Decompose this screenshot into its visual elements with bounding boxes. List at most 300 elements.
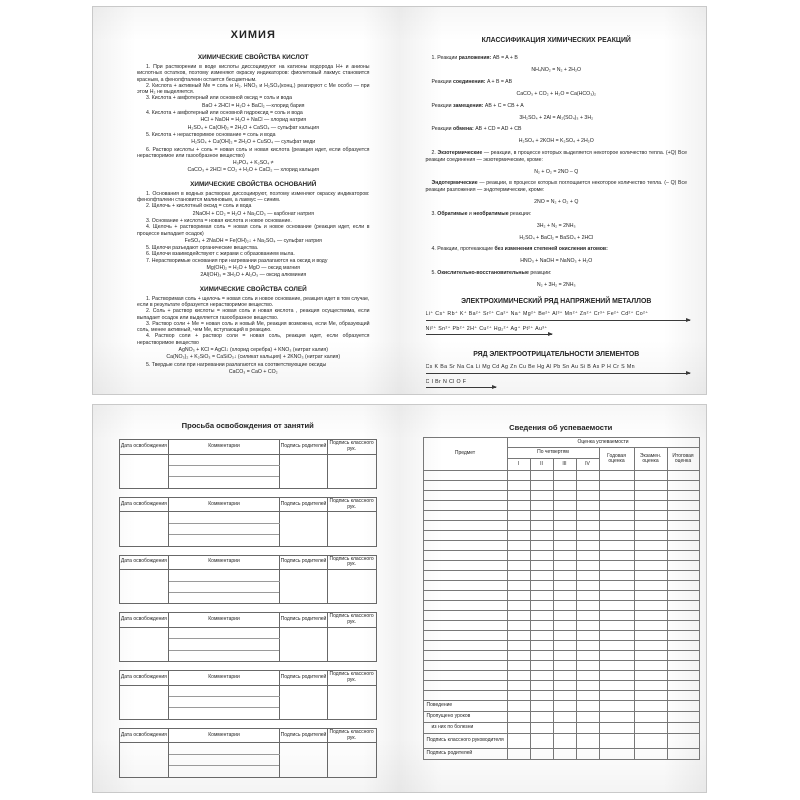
- footer-label: Подпись классного руководителя: [423, 734, 507, 749]
- paragraph: 7. Нерастворимые основания при нагревании разлагаются на оксид и воду: [146, 257, 328, 264]
- comment-cell: [168, 454, 280, 465]
- formula-line: BaO + 2HCl = H₂O + BaCl₂ —хлорид бария: [202, 102, 305, 109]
- grade-cell: [530, 511, 553, 521]
- paragraph: Реакции соединения: A + B = AB: [431, 78, 513, 85]
- exemption-header-row: [120, 728, 377, 743]
- grade-cell: [576, 671, 599, 681]
- grade-cell: [667, 501, 699, 511]
- formula-line: 2NaOH + CO₂ = H₂O + Na₂CO₃ — карбонат натрия: [192, 210, 314, 217]
- subject-cell: [423, 631, 507, 641]
- grade-cell: [599, 551, 634, 561]
- formula-line: H₂SO₄ + 2KOH = K₂SO₄ + 2H₂O: [518, 138, 594, 145]
- exemption-body-row: [120, 627, 377, 638]
- subject-cell: [423, 491, 507, 501]
- grade-cell: [576, 631, 599, 641]
- subject-row: [423, 511, 699, 521]
- grade-cell: [553, 521, 576, 531]
- formula-line: Ca(NO₃)₂ + K₂SiO₃ = CaSiO₃↓ (силикат кальция) + 2KNO₃ (нитрат калия): [166, 354, 341, 361]
- grade-cell: [576, 591, 599, 601]
- comment-cell: [168, 627, 280, 638]
- subject-row: [423, 661, 699, 671]
- grade-cell: [576, 571, 599, 581]
- comment-cell: [168, 754, 280, 765]
- grade-cell: [599, 712, 634, 723]
- formula-line: H₂SO₄ + Cu(OH)₂ = 2H₂O + CuSO₄ — сульфат меди: [191, 139, 316, 146]
- grade-cell: [634, 611, 667, 621]
- column-header-0: Дата освобождения: [120, 613, 169, 628]
- page-classification: [400, 7, 707, 394]
- footer-label: Подпись родителей: [423, 749, 507, 760]
- grade-cell: [507, 621, 530, 631]
- exemption-header-row: [120, 555, 377, 570]
- footer-label: Пропущено уроков: [423, 712, 507, 723]
- performance-table: [423, 437, 700, 760]
- teacher-signature-cell: [327, 454, 376, 488]
- classification-items: [426, 55, 688, 288]
- subject-cell: [423, 621, 507, 631]
- column-header-2: Подпись родителей: [280, 497, 327, 512]
- grade-cell: [599, 651, 634, 661]
- column-header-3: Подпись классного рук.: [327, 728, 376, 743]
- grade-cell: [634, 501, 667, 511]
- grade-cell: [667, 511, 699, 521]
- metals-series-heading: ЭЛЕКТРОХИМИЧЕСКИЙ РЯД НАПРЯЖЕНИЙ МЕТАЛЛОВ: [461, 298, 652, 306]
- paragraph: 2. Щелочь + кислотный оксид = соль и вода: [146, 203, 252, 210]
- grade-cell: [553, 501, 576, 511]
- grade-cell: [576, 561, 599, 571]
- grade-cell: [507, 541, 530, 551]
- quarter-header-II: II: [530, 459, 553, 471]
- grade-cell: [530, 481, 553, 491]
- grade-cell: [667, 491, 699, 501]
- grade-cell: [530, 701, 553, 712]
- exemption-body-row: [120, 454, 377, 465]
- grade-cell: [507, 691, 530, 701]
- grade-cell: [576, 712, 599, 723]
- grade-cell: [599, 561, 634, 571]
- subject-row: [423, 681, 699, 691]
- column-header-2: Подпись родителей: [280, 728, 327, 743]
- subject-row: [423, 691, 699, 701]
- grade-cell: [634, 691, 667, 701]
- paragraph: 2. Экзотермические — реакции, в процессе которых выделяется некоторое количество тепла. (+Q) Все реакции соединения — экзотермические, кроме:: [425, 150, 687, 163]
- grade-cell: [507, 671, 530, 681]
- grade-cell: [553, 601, 576, 611]
- grade-cell: [634, 511, 667, 521]
- formula-line: Mg(OH)₂ = H₂O + MgO — оксид магния: [206, 265, 300, 272]
- column-header-1: Комментарии: [168, 555, 280, 570]
- formula-line: HNO₃ + NaOH = NaNO₃ + H₂O: [520, 258, 593, 265]
- footer-row: [423, 723, 699, 734]
- right-arrow-icon: [426, 334, 552, 335]
- grade-cell: [553, 723, 576, 734]
- subject-cell: [423, 551, 507, 561]
- grade-cell: [507, 681, 530, 691]
- column-header-0: Дата освобождения: [120, 728, 169, 743]
- grade-cell: [634, 481, 667, 491]
- subject-cell: [423, 581, 507, 591]
- formula-line: 2NO = N₂ + O₂ + Q: [534, 198, 579, 205]
- grade-cell: [576, 491, 599, 501]
- grade-cell: [634, 551, 667, 561]
- grade-cell: [530, 691, 553, 701]
- exemption-body-row: [120, 512, 377, 523]
- grade-cell: [553, 511, 576, 521]
- quarter-header-I: I: [507, 459, 530, 471]
- grade-cell: [667, 621, 699, 631]
- paragraph: 2. Соль + раствор кислоты = новая соль и новая кислота , реакция осуществима, если выпадает осадок или выделяется газообразное вещество.: [137, 308, 370, 321]
- parents-signature-cell: [280, 743, 327, 777]
- grade-cell: [530, 541, 553, 551]
- comment-cell: [168, 581, 280, 592]
- grade-cell: [553, 631, 576, 641]
- grade-cell: [667, 691, 699, 701]
- exemption-header-row: [120, 440, 377, 455]
- grade-cell: [667, 661, 699, 671]
- grade-cell: [634, 681, 667, 691]
- grade-cell: [553, 481, 576, 491]
- grade-cell: [530, 531, 553, 541]
- formula-line: FeSO₄ + 2NaOH = Fe(OH)₂↓ + Na₂SO₄ — сульфат натрия: [184, 237, 322, 244]
- grade-cell: [576, 471, 599, 481]
- grade-cell: [576, 551, 599, 561]
- grade-cell: [576, 501, 599, 511]
- grade-cell: [553, 734, 576, 749]
- date-cell: [120, 454, 169, 488]
- grade-cell: [576, 641, 599, 651]
- exemption-table: [119, 612, 377, 662]
- grade-cell: [667, 601, 699, 611]
- grade-cell: [507, 734, 530, 749]
- grade-cell: [507, 723, 530, 734]
- paragraph: 1. При растворении в воде кислоты диссоциируют на катионы водорода H+ и анионы кислотных остатков, поэтому изменяют окраску индикаторов: фиолетовый лакмус становится красным, а фенолфталеин остается бесцветным.: [137, 64, 370, 83]
- grade-cell: [507, 712, 530, 723]
- subject-row: [423, 501, 699, 511]
- subject-cell: [423, 671, 507, 681]
- grade-cell: [553, 749, 576, 760]
- parents-signature-cell: [280, 512, 327, 546]
- subject-row: [423, 581, 699, 591]
- grade-cell: [553, 471, 576, 481]
- grade-cell: [507, 551, 530, 561]
- column-header-3: Подпись классного рук.: [327, 613, 376, 628]
- grade-cell: [576, 651, 599, 661]
- comment-cell: [168, 743, 280, 754]
- column-header-1: Комментарии: [168, 613, 280, 628]
- subject-cell: [423, 611, 507, 621]
- subject-cell: [423, 471, 507, 481]
- subject-cell: [423, 691, 507, 701]
- grade-cell: [530, 471, 553, 481]
- subject-row: [423, 601, 699, 611]
- grade-cell: [634, 541, 667, 551]
- formula-line: H₂SO₄ + BaCl₂ = BaSO₄ + 2HCl: [519, 234, 594, 241]
- grade-cell: [530, 581, 553, 591]
- paragraph: 4. Кислота + амфотерный или основной гидроксид = соль и вода: [146, 110, 303, 117]
- grade-cell: [530, 571, 553, 581]
- formula-line: CaCO₃ = CaO + CO₂: [228, 368, 278, 375]
- grade-cell: [667, 561, 699, 571]
- subject-cell: [423, 521, 507, 531]
- col-header-grade-group: Оценка успеваемости: [507, 438, 699, 448]
- formula-line: NH₄NO₂ = N₂ + 2H₂O: [531, 67, 582, 73]
- subject-row: [423, 561, 699, 571]
- grade-cell: [667, 681, 699, 691]
- grade-cell: [634, 471, 667, 481]
- grade-cell: [599, 749, 634, 760]
- paragraph: 2. Кислота + активный Me = соль и H₂. HNO₃ и H₂SO₄(конц.) реагируют с Me особо — при этом H₂ не выделяется.: [137, 82, 370, 96]
- grade-cell: [667, 671, 699, 681]
- grade-cell: [599, 691, 634, 701]
- grade-cell: [599, 631, 634, 641]
- footer-row: [423, 701, 699, 712]
- grade-cell: [530, 601, 553, 611]
- grade-cell: [553, 611, 576, 621]
- paragraph: Реакции замещения: AB + C = CB + A: [431, 102, 524, 109]
- section-heading: ХИМИЧЕСКИЕ СВОЙСТВА КИСЛОТ: [197, 54, 309, 61]
- formula-line: N₂ + O₂ = 2NO – Q: [534, 168, 579, 175]
- chemistry-page-title: ХИМИЯ: [230, 29, 276, 41]
- grade-cell: [507, 641, 530, 651]
- paragraph: 3. Кислота + амфотерный или основной оксид = соль и вода: [146, 95, 293, 102]
- footer-row: [423, 734, 699, 749]
- grade-cell: [599, 471, 634, 481]
- notebook-spread-bottom: [92, 404, 707, 793]
- page-exemption: [93, 405, 400, 792]
- grade-cell: [667, 701, 699, 712]
- grade-cell: [553, 581, 576, 591]
- grade-cell: [507, 481, 530, 491]
- grade-cell: [553, 671, 576, 681]
- exemption-body-row: [120, 743, 377, 754]
- paragraph: 5. Окислительно-восстановительные реакции:: [431, 270, 552, 277]
- grade-cell: [634, 521, 667, 531]
- grade-cell: [599, 511, 634, 521]
- subject-cell: [423, 571, 507, 581]
- exemption-body-row: [120, 685, 377, 696]
- comment-cell: [168, 592, 280, 603]
- comment-cell: [168, 685, 280, 696]
- comment-cell: [168, 639, 280, 650]
- date-cell: [120, 685, 169, 719]
- parents-signature-cell: [280, 685, 327, 719]
- subject-row: [423, 491, 699, 501]
- subject-row: [423, 531, 699, 541]
- grade-cell: [667, 749, 699, 760]
- grade-cell: [599, 611, 634, 621]
- grade-cell: [576, 531, 599, 541]
- grade-cell: [553, 712, 576, 723]
- grade-cell: [634, 661, 667, 671]
- col-header-exam: Экзамен. оценка: [634, 448, 667, 471]
- grade-cell: [530, 749, 553, 760]
- grade-cell: [599, 601, 634, 611]
- subject-row: [423, 591, 699, 601]
- formula-line: H₃PO₄ + K₂SO₄ ≠: [232, 160, 274, 167]
- teacher-signature-cell: [327, 685, 376, 719]
- grade-cell: [507, 521, 530, 531]
- col-header-annual: Годовая оценка: [599, 448, 634, 471]
- grade-cell: [599, 541, 634, 551]
- grade-cell: [553, 491, 576, 501]
- grade-cell: [507, 471, 530, 481]
- subject-row: [423, 541, 699, 551]
- column-header-0: Дата освобождения: [120, 497, 169, 512]
- grade-cell: [507, 571, 530, 581]
- grade-cell: [667, 471, 699, 481]
- grade-cell: [599, 491, 634, 501]
- grade-cell: [634, 631, 667, 641]
- section-heading: ХИМИЧЕСКИЕ СВОЙСТВА СОЛЕЙ: [199, 285, 307, 293]
- grade-cell: [530, 641, 553, 651]
- teacher-signature-cell: [327, 743, 376, 777]
- grade-cell: [634, 712, 667, 723]
- exemption-table: [119, 728, 377, 778]
- electroneg-series-heading: РЯД ЭЛЕКТРООТРИЦАТЕЛЬНОСТИ ЭЛЕМЕНТОВ: [473, 351, 640, 359]
- exemption-table: [119, 497, 377, 547]
- subject-cell: [423, 511, 507, 521]
- grade-cell: [667, 531, 699, 541]
- electroneg-series: [426, 364, 688, 388]
- grade-cell: [667, 581, 699, 591]
- subject-row: [423, 571, 699, 581]
- grade-cell: [576, 691, 599, 701]
- grade-cell: [599, 501, 634, 511]
- column-header-2: Подпись родителей: [280, 613, 327, 628]
- grade-cell: [667, 651, 699, 661]
- subject-row: [423, 521, 699, 531]
- paragraph: 3. Обратимые и необратимые реакции:: [431, 210, 532, 217]
- date-cell: [120, 627, 169, 661]
- metals-series-row-2: Ni²⁺ Sn²⁺ Pb²⁺ 2H⁺ Cu²⁺ Hg₂²⁺ Ag⁺ Pt²⁺ Au³⁺: [425, 325, 548, 332]
- grade-cell: [507, 651, 530, 661]
- grade-cell: [553, 591, 576, 601]
- comment-cell: [168, 697, 280, 708]
- grade-cell: [576, 734, 599, 749]
- grade-cell: [507, 491, 530, 501]
- grade-cell: [599, 661, 634, 671]
- column-header-1: Комментарии: [168, 728, 280, 743]
- formula-line: N₂ + 3H₂ = 2NH₃: [536, 282, 576, 289]
- grade-cell: [634, 561, 667, 571]
- grade-cell: [667, 591, 699, 601]
- grade-cell: [576, 581, 599, 591]
- grade-cell: [599, 641, 634, 651]
- metals-series: [426, 311, 688, 335]
- notebook-spread-top: [92, 6, 707, 395]
- paragraph: 5. Твердые соли при нагревании разлагаются на соответствующие оксиды: [146, 361, 327, 368]
- grade-cell: [530, 631, 553, 641]
- right-arrow-icon: [426, 387, 496, 388]
- grade-cell: [576, 621, 599, 631]
- grade-cell: [634, 671, 667, 681]
- quarter-header-IV: IV: [576, 459, 599, 471]
- subject-cell: [423, 561, 507, 571]
- grade-cell: [576, 541, 599, 551]
- date-cell: [120, 570, 169, 604]
- grade-cell: [634, 621, 667, 631]
- grade-cell: [599, 681, 634, 691]
- subject-cell: [423, 681, 507, 691]
- grade-cell: [553, 701, 576, 712]
- comment-cell: [168, 766, 280, 777]
- grade-cell: [667, 734, 699, 749]
- comment-cell: [168, 523, 280, 534]
- grade-cell: [599, 581, 634, 591]
- comment-cell: [168, 708, 280, 719]
- page-chemistry: [93, 7, 400, 394]
- date-cell: [120, 512, 169, 546]
- subject-cell: [423, 651, 507, 661]
- grade-cell: [667, 712, 699, 723]
- grade-cell: [553, 661, 576, 671]
- grade-cell: [530, 611, 553, 621]
- comment-cell: [168, 570, 280, 581]
- grade-cell: [599, 571, 634, 581]
- paragraph: 1. Реакции разложения: AB = A + B: [431, 55, 518, 61]
- exemption-blocks: [119, 439, 377, 778]
- column-header-2: Подпись родителей: [280, 440, 327, 455]
- grade-cell: [667, 521, 699, 531]
- grade-cell: [599, 621, 634, 631]
- subject-cell: [423, 501, 507, 511]
- grade-cell: [576, 511, 599, 521]
- grade-cell: [507, 511, 530, 521]
- exemption-header-row: [120, 497, 377, 512]
- grade-cell: [634, 749, 667, 760]
- grade-cell: [634, 641, 667, 651]
- grade-cell: [599, 734, 634, 749]
- subject-row: [423, 611, 699, 621]
- grade-cell: [507, 661, 530, 671]
- electroneg-series-row-2: C I Br N Cl O F: [425, 378, 467, 385]
- paragraph: 6. Раствор кислоты + соль = новая соль и новая кислота (реакция идет, если образуется нерастворимое или газообразное вещество): [137, 146, 370, 159]
- column-header-2: Подпись родителей: [280, 555, 327, 570]
- grade-cell: [553, 621, 576, 631]
- paragraph: 4. Щелочь + растворимая соль = новая соль и новое основание (реакция идет, если в процессе выпадает осадок): [137, 224, 370, 237]
- column-header-3: Подпись классного рук.: [327, 555, 376, 570]
- grade-cell: [553, 541, 576, 551]
- grade-cell: [530, 591, 553, 601]
- exemption-header-row: [120, 671, 377, 686]
- grade-cell: [576, 681, 599, 691]
- grade-cell: [634, 531, 667, 541]
- grade-cell: [576, 661, 599, 671]
- grade-cell: [634, 601, 667, 611]
- exemption-header-row: [120, 613, 377, 628]
- grade-cell: [576, 611, 599, 621]
- grade-cell: [530, 723, 553, 734]
- grade-cell: [576, 521, 599, 531]
- subject-row: [423, 641, 699, 651]
- grade-cell: [667, 571, 699, 581]
- comment-cell: [168, 512, 280, 523]
- formula-line: CaCO₃ + CO₂ + H₂O = Ca(HCO₃)₂: [516, 90, 597, 97]
- grade-cell: [599, 671, 634, 681]
- grade-cell: [634, 571, 667, 581]
- column-header-1: Комментарии: [168, 497, 280, 512]
- column-header-3: Подпись классного рук.: [327, 440, 376, 455]
- grade-cell: [507, 749, 530, 760]
- grade-cell: [530, 734, 553, 749]
- right-arrow-icon: [426, 320, 690, 321]
- teacher-signature-cell: [327, 512, 376, 546]
- comment-cell: [168, 650, 280, 661]
- subject-row: [423, 671, 699, 681]
- grade-cell: [634, 701, 667, 712]
- col-header-final: Итоговая оценка: [667, 448, 699, 471]
- grade-cell: [530, 671, 553, 681]
